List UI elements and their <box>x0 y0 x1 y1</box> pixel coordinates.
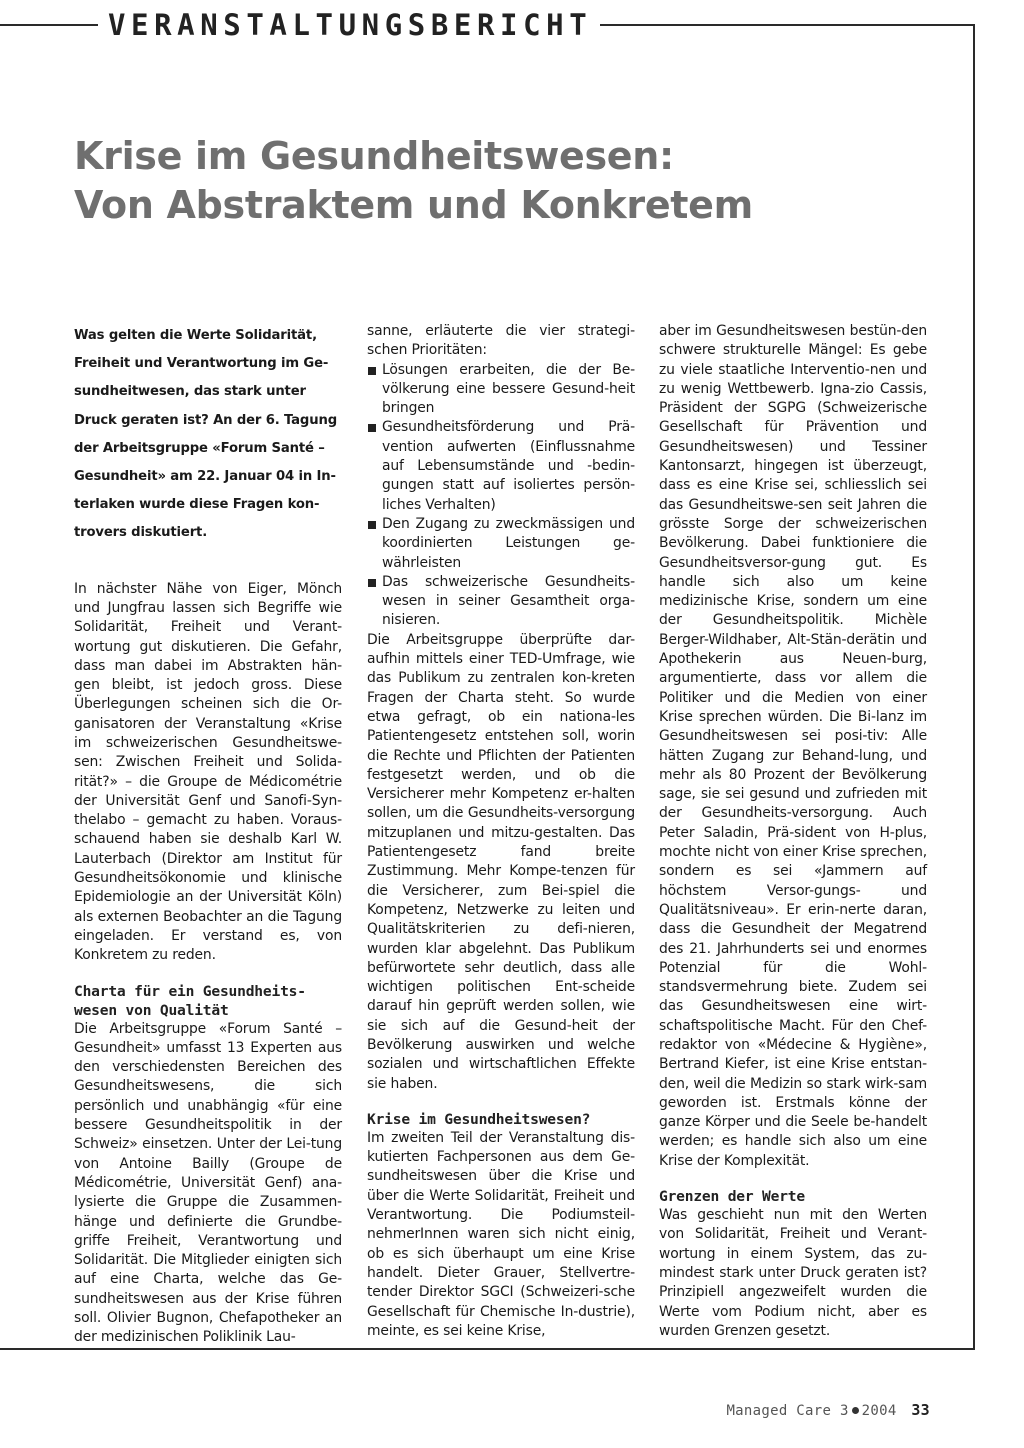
body-paragraph: In nächster Nähe von Eiger, Mönch und Jungfrau lassen sich Begriffe wie Solidarität, Freiheit und Verant-wortung gut diskutieren. Die Gefahr, dass man dabei im Abstrakten hän-gen bleibt, ist jedoch gross. Diese Überlegungen scheinen sich die Or-ganisatoren der Veranstaltung «Krise im schweizerischen Gesundheitswe-sen: Zwischen Freiheit und Solida-rität?» – die Groupe de Médicométrie der Universität Genf und Sanofi-Syn-thelabo – gemacht zu haben. Voraus-schauend haben sie deshalb Karl W. Lauterbach (Direktor am Institut für Gesundheitsökonomie und klinische Epidemiologie an der Universität Köln) als externen Beobachter an die Tagung eingeladen. Er verstand es, von Konkretem zu reden. <box>74 580 342 964</box>
body-paragraph: Die Arbeitsgruppe «Forum Santé – Gesundheit» umfasst 13 Experten aus den verschiedensten Bereichen des Gesundheitswesens, die sich persönlich und unabhängig «für eine bessere Gesundheitspolitik in der Schweiz» einsetzen. Unter der Lei-tung von Antoine Bailly (Groupe de Médicométrie, Universität Genf) ana-lysierte die Gruppe die Zusammen-hänge und definierte die Grundbe-griffe Freiheit, Verantwortung und Solidarität. Die Mitglieder einigten sich auf eine Charta, welche das Ge-sundheitswesen aus der Krise führen soll. Olivier Bugnon, Chefapotheker an der medizinischen Poliklinik Lau- <box>74 1020 342 1346</box>
body-paragraph: sanne, erläuterte die vier strategi-schen Prioritäten: <box>367 323 635 359</box>
page-footer <box>726 1401 930 1419</box>
lead-paragraph: Was gelten die Werte Solidarität, Freiheit und Verantwortung im Ge-sundheitwesen, das stark unter Druck geraten ist? An der 6. Tagung der Arbeitsgruppe «Forum Santé – Gesundheit» am 22. Januar 04 in In-terlaken wurde diese Fragen kon-trovers diskutiert. <box>74 328 337 541</box>
list-item: Den Zugang zu zweckmässigen und koordinierten Leistungen ge-währleisten <box>367 515 635 573</box>
article-title <box>74 132 934 230</box>
priority-list <box>367 361 635 631</box>
column-1 <box>74 322 342 1348</box>
title-line-1: Krise im Gesundheitswesen: <box>74 134 674 178</box>
separator-dot-icon <box>852 1407 859 1414</box>
page-number: 33 <box>911 1401 930 1419</box>
subheading: Grenzen der Werte <box>659 1188 805 1206</box>
column-3 <box>659 322 927 1341</box>
subheading: Krise im Gesundheitswesen? <box>367 1110 591 1128</box>
list-item: Das schweizerische Gesundheits-wesen in seiner Gesamtheit orga-nisieren. <box>367 573 635 631</box>
issue-number: 3 <box>839 1403 849 1419</box>
body-paragraph: Die Arbeitsgruppe überprüfte dar-aufhin mittels einer TED-Umfrage, wie das Publikum zu zentralen kon-kreten Fragen der Charta steht. So wurde etwa gefragt, ob ein nationa-les Patientengesetz entstehen soll, worin die Rechte und Pflichten der Patienten festgesetzt werden, und ob die Versicherer mehr Kompetenz er-halten sollen, um die Gesundheits-versorgung mitzuplanen und mitzu-gestalten. Das Patientengesetz fand breite Zustimmung. Mehr Kompe-tenzen für die Versicherer, zum Bei-spiel die Kompetenz, Netzwerke zu leiten und Qualitätskriterien zu defi-nieren, wurden klar abgelehnt. Das Publikum befürwortete sehr deutlich, dass alle wichtigen politischen Ent-scheide darauf hin geprüft werden sollen, wie sie sich auf die Gesund-heit der Bevölkerung auswirken und welche sozialen und wirtschaftlichen Effekte sie haben. <box>367 631 635 1092</box>
list-item: Gesundheitsförderung und Prä-vention aufwerten (Einflussnahme auf Lebensumstände und -bedin-gungen statt auf isoliertes persön-liches Verhalten) <box>367 418 635 514</box>
list-item: Lösungen erarbeiten, die der Be-völkerung eine bessere Gesund-heit bringen <box>367 361 635 419</box>
issue-year: 2004 <box>861 1403 897 1419</box>
section-label: VERANSTALTUNGSBERICHT <box>98 10 600 40</box>
body-paragraph: aber im Gesundheitswesen bestün-den schwere strukturelle Mängel: Es gebe zu viele staatliche Interventio-nen und zu wenig Wettbewerb. Igna-zio Cassis, Präsident der SGPG (Schweizerische Gesellschaft für Prävention und Gesundheitswesen) und Tessiner Kantonsarzt, hingegen ist überzeugt, dass es eine Krise sei, schliesslich sei das Gesundheitswe-sen seit Jahren die grösste Sorge der schweizerischen Bevölkerung. Dabei funktioniere die Gesundheitsversor-gung gut. Es handle sich also um keine medizinische Krise, sondern um eine der Gesundheitspolitik. Michèle Berger-Wildhaber, Alt-Stän-derätin und Apothekerin aus Neuen-burg, argumentierte, dass vor allem die Politiker und die Medien von einer Krise sprechen würden. Die Bi-lanz im Gesundheitswesen sei posi-tiv: Alle hätten Zugang zur Behand-lung, und mehr als 80 Prozent der Bevölkerung sage, sie sei gesund und zufrieden mit der Gesundheits-versorgung. Auch Peter Saladin, Prä-sident von H-plus, mochte nicht von einer Krise sprechen, sondern es sei «Jammern auf höchstem Versor-gungs- und Qualitätsniveau». Er erin-nerte daran, dass die Gesundheit der Megatrend des 21. Jahrhunderts sei und enormes Potenzial für die Wohl-standsvermehrung biete. Zudem sei das Gesundheitswesen eine wirt-schaftspolitische Macht. Für den Chef-redaktor von «Médecine & Hygiène», Bertrand Kiefer, ist eine Krise entstan-den, weil die Medizin so stark wirk-sam geworden ist. Erstmals könne der ganze Körper und die Seele be-handelt werden; es handle sich also um eine Krise der Komplexität. <box>659 323 927 1169</box>
body-paragraph: Im zweiten Teil der Veranstaltung dis-kutierten Fachpersonen aus dem Ge-sundheitswesen über die Krise und über die Werte Solidarität, Freiheit und Verantwortung. Die Podiumsteil-nehmerInnen waren sich nicht einig, ob es sich überhaupt um eine Krise handelt. Dieter Grauer, Stellvertre-tender Direktor SGCI (Schweizeri-sche Gesellschaft für Chemische In-dustrie), meinte, es sei keine Krise, <box>367 1129 635 1339</box>
body-paragraph: Was geschieht nun mit den Werten von Solidarität, Freiheit und Verant-wortung in einem System, das zu-mindest stark unter Druck geraten ist? Prinzipiell angezweifelt wurden die Werte vom Podium nicht, aber es wurden Grenzen gesetzt. <box>659 1207 927 1339</box>
title-line-2: Von Abstraktem und Konkretem <box>74 183 753 227</box>
journal-name: Managed Care <box>726 1403 832 1419</box>
column-2 <box>367 322 635 1341</box>
subheading: Charta für ein Gesundheits-wesen von Qualität <box>74 982 306 1019</box>
